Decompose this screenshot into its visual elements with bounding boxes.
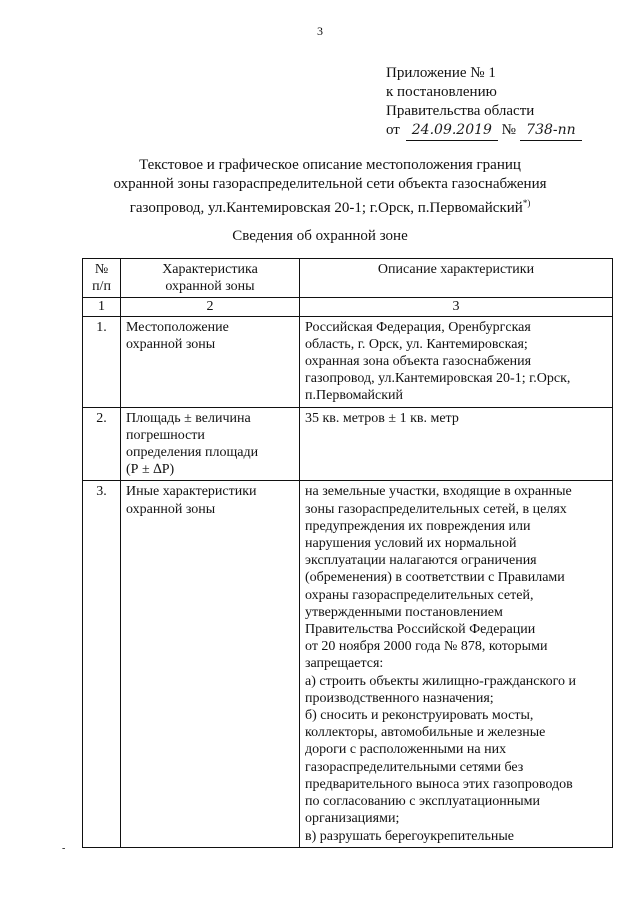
appendix-date-line	[386, 121, 582, 141]
row-description: Российская Федерация, Оренбургская область, г. Орск, ул. Кантемировская; охранная зона объекта газоснабжения газопровод, ул.Кантемировская 20-1; г.Орск, п.Первомайский	[300, 316, 613, 407]
header-num: № п/п	[83, 259, 121, 298]
heading-line: охранной зоны газораспределительной сети объекта газоснабжения	[113, 176, 547, 192]
appendix-title: Приложение № 1	[386, 65, 496, 81]
table-index-row	[83, 298, 613, 316]
appendix-block	[386, 64, 582, 141]
header-characteristic: Характеристика охранной зоны	[121, 259, 300, 298]
row-characteristic: Местоположение охранной зоны	[121, 316, 300, 407]
row-description: на земельные участки, входящие в охранные зоны газораспределительных сетей, в целях предупреждения их повреждения или нарушения условий их нормальной эксплуатации налагаются ограничения (обременения) в соответствии с Правилами охраны газораспределительных сетей, утвержденными постановлением Правительства Российской Федерации от 20 ноября 2000 года № 878, которыми запрещается: а) строить объекты жилищно-гражданского и производственного назначения; б) сносить и реконструировать мосты, коллекторы, автомобильные и железные дороги с расположенными на них газораспределительными сетями без предварительного выноса этих газопроводов по согласованию с эксплуатационными организациями; в) разрушать берегоукрепительные	[300, 481, 613, 847]
appendix-line: Правительства области	[386, 103, 535, 119]
heading-line: Текстовое и графическое описание местоположения границ	[139, 157, 521, 173]
row-characteristic: Площадь ± величина погрешности определения площади (Р ± ∆Р)	[121, 407, 300, 481]
protection-zone-table	[82, 258, 613, 848]
margin-mark: -	[62, 843, 66, 854]
table-header-row	[83, 259, 613, 298]
from-label: от	[386, 122, 400, 138]
table-row	[83, 316, 613, 407]
handwritten-date: 24.09.2019	[406, 121, 498, 141]
table-row	[83, 481, 613, 847]
section-title: Сведения об охранной зоне	[232, 228, 408, 244]
table-row	[83, 407, 613, 481]
header-description: Описание характеристики	[300, 259, 613, 298]
footnote-mark: *)	[522, 198, 531, 208]
index-cell: 3	[300, 298, 613, 316]
number-label: №	[501, 122, 516, 138]
page-number: 3	[317, 24, 323, 38]
row-num: 3.	[83, 481, 121, 847]
appendix-line: к постановлению	[386, 84, 497, 100]
index-cell: 2	[121, 298, 300, 316]
row-num: 2.	[83, 407, 121, 481]
document-heading	[60, 156, 600, 218]
heading-line: газопровод, ул.Кантемировская 20-1; г.Орск, п.Первомайский*)	[129, 198, 531, 216]
row-characteristic: Иные характеристики охранной зоны	[121, 481, 300, 847]
handwritten-number: 738-пп	[520, 121, 582, 141]
row-description: 35 кв. метров ± 1 кв. метр	[300, 407, 613, 481]
row-num: 1.	[83, 316, 121, 407]
index-cell: 1	[83, 298, 121, 316]
